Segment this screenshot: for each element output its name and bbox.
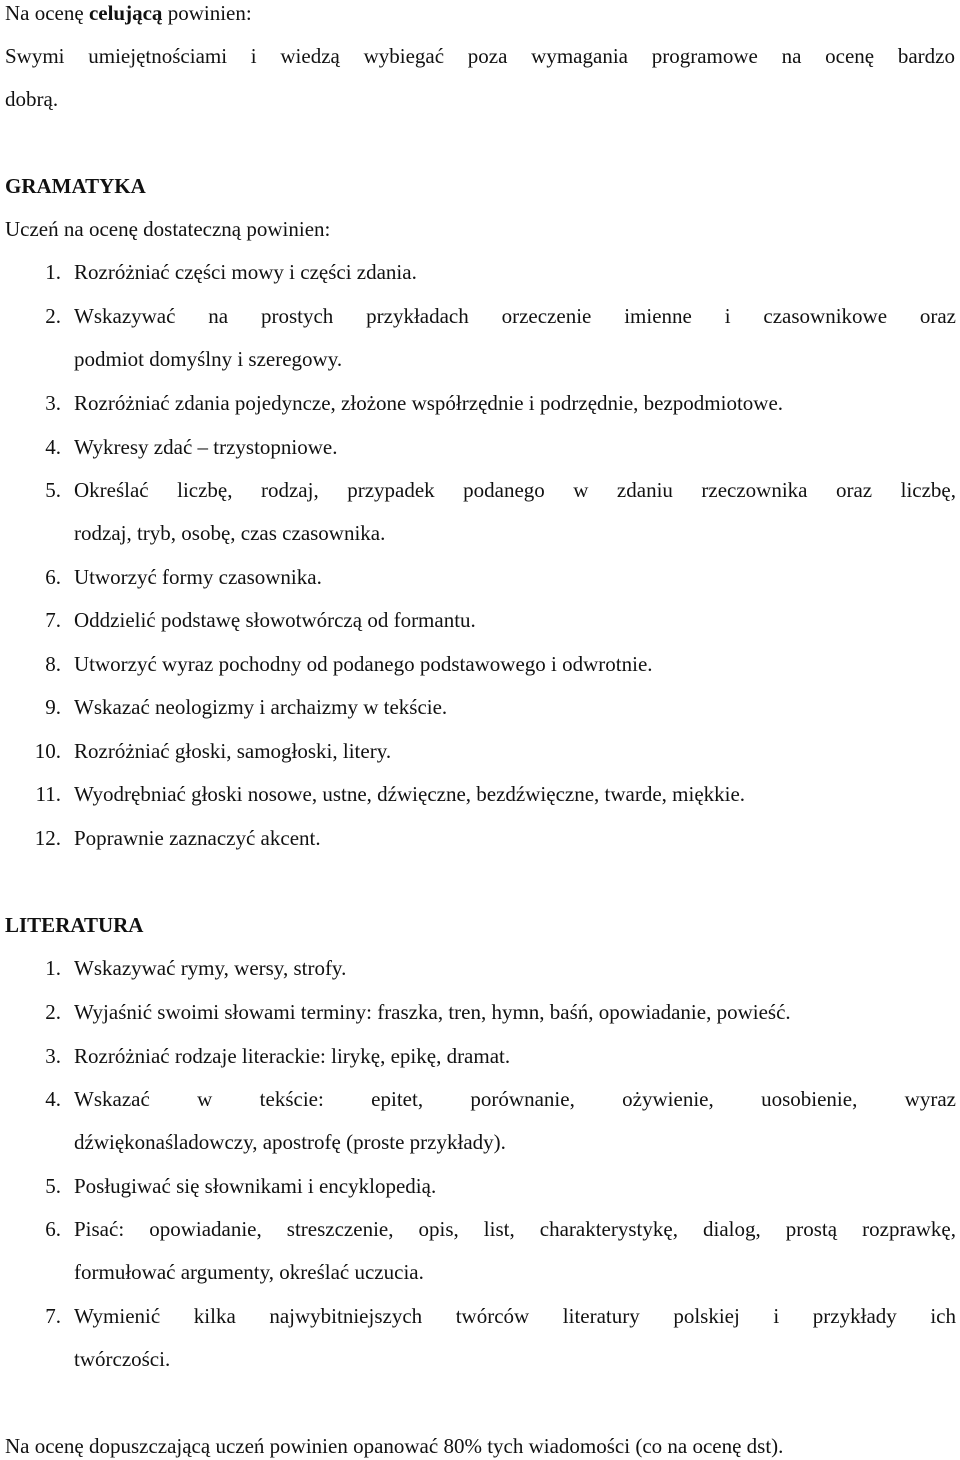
item-text: Rozróżniać zdania pojedyncze, złożone współrzędnie i podrzędnie, bezpodmiotowe. — [74, 391, 784, 415]
item-text: Wskazać neologizmy i archaizmy w tekście. — [74, 695, 448, 719]
item-number: 7. — [45, 608, 61, 632]
item-text: Posługiwać się słownikami i encyklopedią. — [74, 1174, 437, 1198]
item-number: 4. — [45, 435, 61, 459]
item-text: Rozróżniać części mowy i części zdania. — [74, 260, 417, 284]
item-text: Utworzyć wyraz pochodny od podanego podstawowego i odwrotnie. — [74, 652, 653, 676]
item-number: 8. — [45, 652, 61, 676]
item-text: Poprawnie zaznaczyć akcent. — [74, 826, 321, 850]
footer-note: Na ocenę dopuszczającą uczeń powinien opanować 80% tych wiadomości (co na ocenę dst). — [5, 1434, 784, 1458]
intro-line-1 — [5, 0, 252, 26]
item-text: Wymienić kilka najwybitniejszych twórców literatury polskiej i przykłady ich twórczości. — [74, 1304, 956, 1371]
section-heading-gramatyka: GRAMATYKA — [5, 174, 146, 198]
item-number: 1. — [45, 260, 61, 284]
item-number: 5. — [45, 478, 61, 502]
item-text: Oddzielić podstawę słowotwórczą od formantu. — [74, 608, 476, 632]
item-text: Wskazywać rymy, wersy, strofy. — [74, 956, 347, 980]
item-text: Wyjaśnić swoimi słowami terminy: fraszka, tren, hymn, baśń, opowiadanie, powieść. — [74, 1000, 791, 1024]
item-text: Wykresy zdać – trzystopniowe. — [74, 435, 338, 459]
item-number: 2. — [45, 1000, 61, 1024]
item-text: Rozróżniać głoski, samogłoski, litery. — [74, 739, 392, 763]
item-number: 7. — [45, 1304, 61, 1328]
item-text: Wyodrębniać głoski nosowe, ustne, dźwięczne, bezdźwięczne, twarde, miękkie. — [74, 782, 746, 806]
section-subheading: Uczeń na ocenę dostateczną powinien: — [5, 217, 331, 241]
section-heading-literatura: LITERATURA — [5, 913, 144, 937]
item-text: Określać liczbę, rodzaj, przypadek podanego w zdaniu rzeczownika oraz liczbę, rodzaj, tryb, osobę, czas czasownika. — [74, 478, 956, 545]
item-number: 12. — [34, 826, 61, 850]
item-number: 9. — [45, 695, 61, 719]
intro-bold-grade: celującą — [88, 1, 163, 25]
item-number: 3. — [45, 1044, 61, 1068]
item-number: 10. — [34, 739, 61, 763]
item-number: 11. — [35, 782, 61, 806]
item-number: 2. — [45, 304, 61, 328]
item-number: 4. — [45, 1087, 61, 1111]
item-text: Rozróżniać rodzaje literackie: lirykę, epikę, dramat. — [74, 1044, 511, 1068]
item-number: 5. — [45, 1174, 61, 1198]
intro-line-3: dobrą. — [5, 87, 59, 111]
item-number: 3. — [45, 391, 61, 415]
item-text: Wskazywać na prostych przykładach orzeczenie imienne i czasownikowe oraz podmiot domyślny i szeregowy. — [74, 304, 956, 371]
intro-line-2: Swymi umiejętnościami i wiedzą wybiegać poza wymagania programowe na ocenę bardzo — [5, 44, 955, 68]
item-number: 6. — [45, 565, 61, 589]
item-number: 1. — [45, 956, 61, 980]
intro-prefix: Na ocenę — [5, 1, 89, 25]
item-text: Utworzyć formy czasownika. — [74, 565, 322, 589]
item-text: Pisać: opowiadanie, streszczenie, opis, list, charakterystykę, dialog, prostą rozprawkę, formułować argumenty, określać uczucia. — [74, 1217, 956, 1284]
item-number: 6. — [45, 1217, 61, 1241]
intro-suffix: powinien: — [162, 1, 252, 25]
item-text: Wskazać w tekście: epitet, porównanie, ożywienie, uosobienie, wyraz dźwiękonaśladowczy, apostrofę (proste przykłady). — [74, 1087, 956, 1154]
